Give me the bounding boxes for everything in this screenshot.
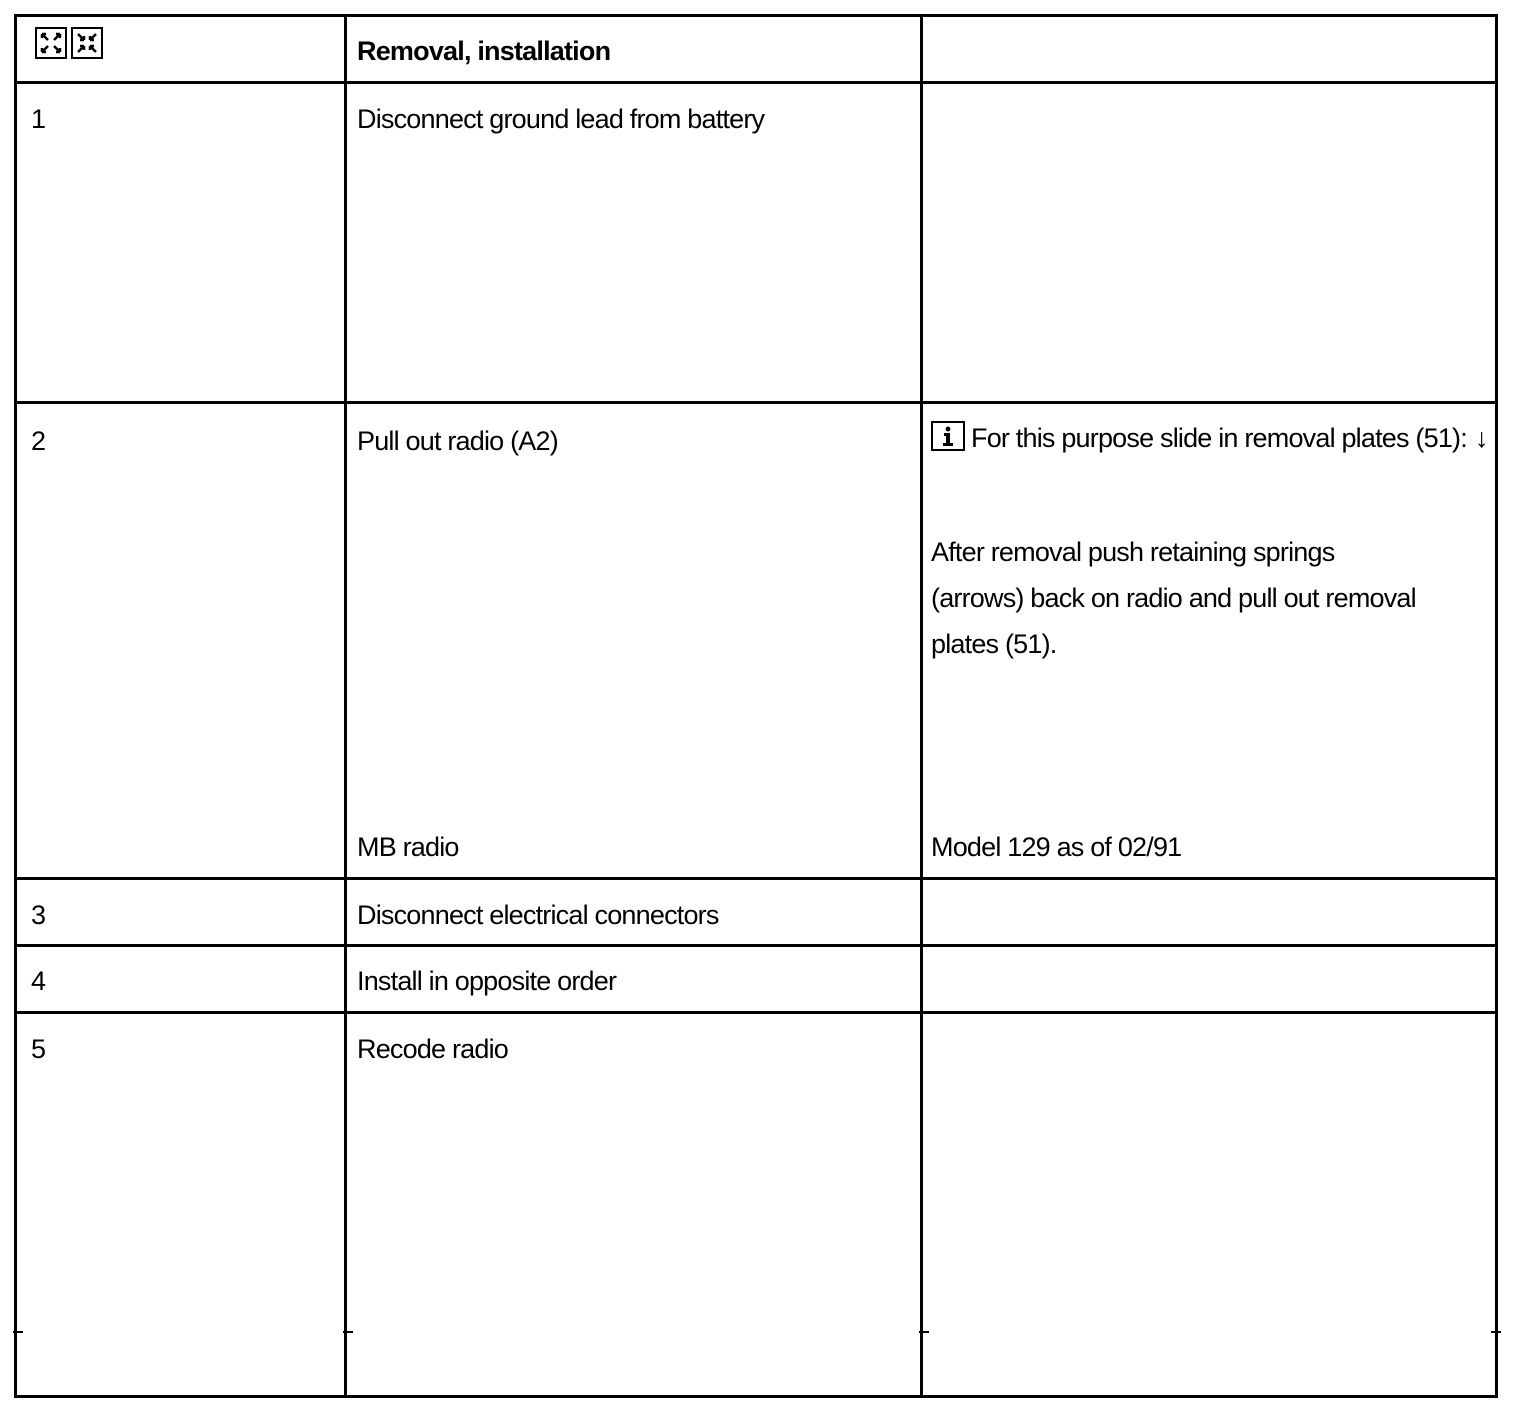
- info-icon[interactable]: [931, 421, 965, 451]
- row-divider: [17, 877, 1495, 880]
- zoom-icon[interactable]: [71, 27, 103, 59]
- step-number: 5: [31, 1034, 46, 1064]
- row-divider: [17, 81, 1495, 84]
- step-action: Recode radio: [357, 1034, 509, 1064]
- tick-mark: [343, 1331, 353, 1333]
- tick-mark: [13, 1331, 23, 1333]
- header-title: Removal, installation: [357, 36, 611, 66]
- step-action: Pull out radio (A2): [357, 426, 558, 456]
- zoom-icon[interactable]: [35, 27, 67, 59]
- column-divider: [920, 17, 923, 1395]
- column-divider: [344, 17, 347, 1395]
- step-action: Install in opposite order: [357, 966, 617, 996]
- step-note-footer: Model 129 as of 02/91: [931, 832, 1182, 862]
- row-divider: [17, 944, 1495, 947]
- row-divider: [17, 401, 1495, 404]
- note-text: For this purpose slide in removal plates (51):: [971, 423, 1467, 453]
- step-note: [931, 415, 1491, 461]
- step-action: Disconnect ground lead from battery: [357, 104, 765, 134]
- tick-mark: [919, 1331, 929, 1333]
- arrow-down-icon: ↓: [1474, 423, 1488, 453]
- step-number: 3: [31, 900, 46, 930]
- step-note-detail: After removal push retaining springs (arrows) back on radio and pull out removal plates (51).: [931, 537, 1416, 659]
- tick-mark: [1491, 1331, 1501, 1333]
- header-icon-group: [35, 27, 103, 59]
- row-divider: [17, 1011, 1495, 1014]
- step-number: 4: [31, 966, 46, 996]
- step-number: 1: [31, 104, 46, 134]
- step-number: 2: [31, 426, 46, 456]
- procedure-table: [14, 14, 1498, 1398]
- step-action: Disconnect electrical connectors: [357, 900, 719, 930]
- step-action-footer: MB radio: [357, 832, 459, 862]
